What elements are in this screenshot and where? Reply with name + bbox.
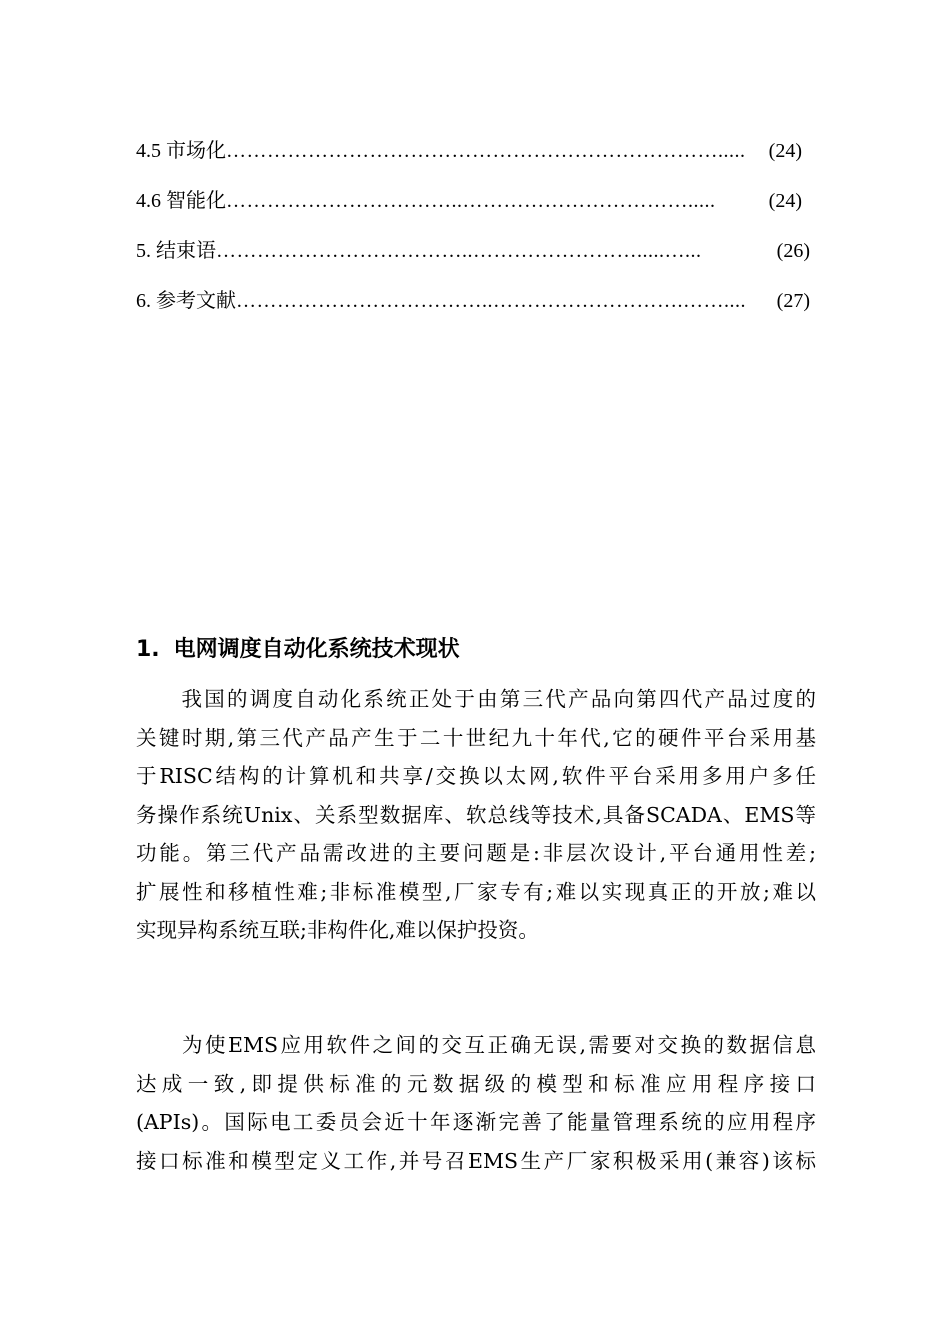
- section-number: 1.: [136, 637, 160, 662]
- toc-leader-dots: …………………………………………………………: [226, 140, 677, 162]
- paragraph-line: (APIs)。国际电工委员会近十年逐渐完善了能量管理系统的应用程序: [136, 1110, 816, 1134]
- toc-entry[interactable]: [136, 237, 816, 287]
- toc-entry[interactable]: [136, 187, 816, 237]
- toc-leader-dots: ………………………………: [236, 290, 482, 312]
- toc-entry-label: 5. 结束语: [136, 240, 216, 262]
- toc-page-number: (24): [767, 187, 802, 215]
- toc-leader-dots-tail: ..……………………….……....: [482, 290, 746, 312]
- toc-leader-dots: ……………………………: [226, 190, 452, 212]
- toc-leader-dots-tail: …….....: [677, 140, 746, 162]
- toc-page-number: (27): [775, 287, 810, 315]
- paragraph-line: 关键时期,第三代产品产生于二十世纪九十年代,它的硬件平台采用基: [136, 725, 816, 750]
- toc-entry[interactable]: [136, 137, 816, 187]
- body-paragraph-2: [136, 1026, 816, 1180]
- paragraph-line: 功能。第三代产品需改进的主要问题是:非层次设计,平台通用性差;: [136, 841, 816, 865]
- section-title: 电网调度自动化系统技术现状: [173, 637, 460, 662]
- toc-entry[interactable]: [136, 287, 816, 337]
- paragraph-line: 务操作系统Unix、关系型数据库、软总线等技术,具备SCADA、EMS等: [136, 802, 816, 827]
- paragraph-line: 达成一致,即提供标准的元数据级的模型和标准应用程序接口: [136, 1071, 816, 1096]
- toc-entry-label: 4.5 市场化: [136, 140, 226, 162]
- toc-page-number: (26): [775, 237, 810, 265]
- paragraph-line: 实现异构系统互联;非构件化,难以保护投资。: [136, 918, 539, 942]
- toc-leader-dots: ………………………………: [216, 240, 462, 262]
- section-heading: [136, 633, 460, 667]
- toc-entry-label: 4.6 智能化: [136, 190, 226, 212]
- paragraph-line: 扩展性和移植性难;非标准模型,厂家专有;难以实现真正的开放;难以: [136, 879, 816, 904]
- paragraph-line: 接口标准和模型定义工作,并号召EMS生产厂家积极采用(兼容)该标: [136, 1148, 816, 1173]
- table-of-contents: [136, 137, 816, 337]
- toc-page-number: (24): [767, 137, 802, 165]
- paragraph-line: 为使EMS应用软件之间的交互正确无误,需要对交换的数据信息: [136, 1033, 816, 1057]
- toc-leader-dots-tail: ..…………………….....…...: [462, 240, 702, 262]
- paragraph-line: 我国的调度自动化系统正处于由第三代产品向第四代产品过度的: [136, 687, 816, 711]
- toc-leader-dots-tail: ..…………………………….....: [451, 190, 716, 212]
- body-paragraph-1: [136, 680, 816, 950]
- toc-entry-label: 6. 参考文献: [136, 290, 236, 312]
- paragraph-line: 于RISC结构的计算机和共享/交换以太网,软件平台采用多用户多任: [136, 764, 816, 788]
